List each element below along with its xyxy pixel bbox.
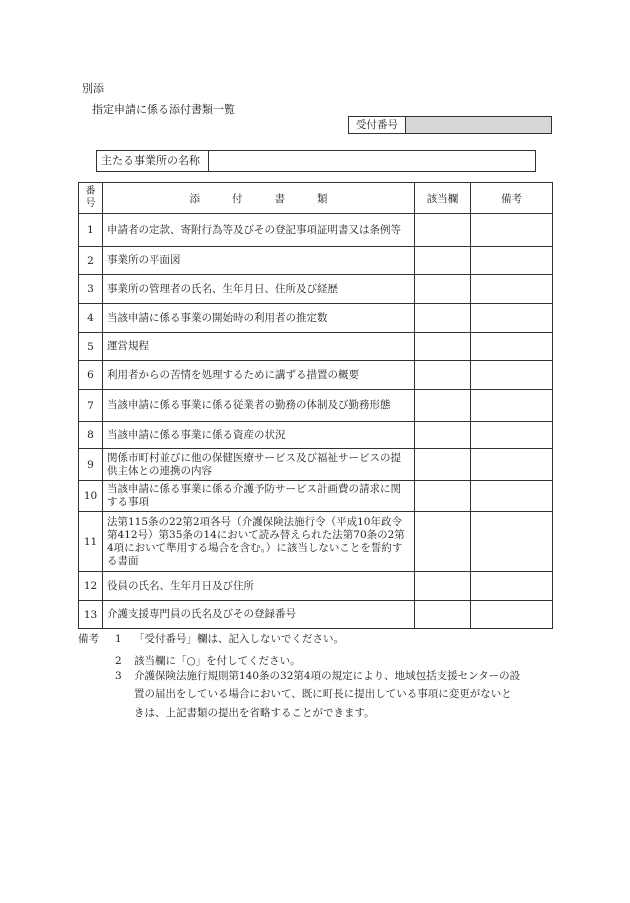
office-name-box xyxy=(96,150,536,172)
row-document: 介護支援専門員の氏名及びその登録番号 xyxy=(103,601,415,629)
row-remarks-cell[interactable] xyxy=(471,304,553,333)
header-remarks: 備考 xyxy=(471,183,553,214)
row-document: 関係市町村並びに他の保健医療サービス及び福祉サービスの提供主体との連携の内容 xyxy=(103,449,415,481)
header-document: 添付書類 xyxy=(103,183,415,214)
table-row xyxy=(79,512,553,572)
row-remarks-cell[interactable] xyxy=(471,333,553,361)
note-item-1 xyxy=(115,631,344,646)
row-number: 10 xyxy=(79,481,103,512)
receipt-number-field[interactable] xyxy=(406,117,551,133)
table-row xyxy=(79,572,553,601)
row-remarks-cell[interactable] xyxy=(471,214,553,247)
row-remarks-cell[interactable] xyxy=(471,512,553,572)
note-text: 該当欄に「○」を付してください。 xyxy=(134,655,301,667)
row-remarks-cell[interactable] xyxy=(471,449,553,481)
note-item-3-continued: きは、上記書類の提出を省略することができます。 xyxy=(134,707,375,719)
table-row xyxy=(79,601,553,629)
row-applicable-cell[interactable] xyxy=(415,304,471,333)
row-document: 事業所の平面図 xyxy=(103,247,415,275)
row-document: 当該申請に係る事業に係る従業者の勤務の体制及び勤務形態 xyxy=(103,390,415,422)
row-remarks-cell[interactable] xyxy=(471,422,553,449)
row-number: 7 xyxy=(79,390,103,422)
table-header-row xyxy=(79,183,553,214)
row-number: 11 xyxy=(79,512,103,572)
row-applicable-cell[interactable] xyxy=(415,275,471,304)
row-document: 申請者の定款、寄附行為等及びその登記事項証明書又は条例等 xyxy=(103,214,415,247)
row-number: 8 xyxy=(79,422,103,449)
row-applicable-cell[interactable] xyxy=(415,390,471,422)
office-name-field[interactable] xyxy=(209,151,535,171)
row-applicable-cell[interactable] xyxy=(415,333,471,361)
note-item-3 xyxy=(115,668,520,683)
row-number: 3 xyxy=(79,275,103,304)
table-row xyxy=(79,449,553,481)
row-remarks-cell[interactable] xyxy=(471,390,553,422)
row-document: 役員の氏名、生年月日及び住所 xyxy=(103,572,415,601)
table-row xyxy=(79,481,553,512)
table-row xyxy=(79,333,553,361)
row-document: 当該申請に係る事業に係る資産の状況 xyxy=(103,422,415,449)
note-number: 1 xyxy=(115,633,122,645)
header-number xyxy=(79,183,103,214)
note-item-3-continued: 置の届出をしている場合において、既に町長に提出している事項に変更がないと xyxy=(134,688,512,700)
row-document: 事業所の管理者の氏名、生年月日、住所及び経歴 xyxy=(103,275,415,304)
row-number: 12 xyxy=(79,572,103,601)
row-applicable-cell[interactable] xyxy=(415,512,471,572)
note-number: 2 xyxy=(115,655,122,667)
appendix-label: 別添 xyxy=(82,82,104,95)
header-number-text: 番号 xyxy=(85,186,96,209)
row-applicable-cell[interactable] xyxy=(415,572,471,601)
row-applicable-cell[interactable] xyxy=(415,422,471,449)
row-remarks-cell[interactable] xyxy=(471,361,553,390)
row-document: 運営規程 xyxy=(103,333,415,361)
row-remarks-cell[interactable] xyxy=(471,601,553,629)
note-item-2 xyxy=(115,653,301,668)
attachments-table xyxy=(78,182,553,629)
row-number: 13 xyxy=(79,601,103,629)
table-row xyxy=(79,304,553,333)
row-applicable-cell[interactable] xyxy=(415,481,471,512)
row-applicable-cell[interactable] xyxy=(415,601,471,629)
table-row xyxy=(79,275,553,304)
row-remarks-cell[interactable] xyxy=(471,247,553,275)
document-title: 指定申請に係る添付書類一覧 xyxy=(92,103,235,116)
table-row xyxy=(79,390,553,422)
row-document: 利用者からの苦情を処理するために講ずる措置の概要 xyxy=(103,361,415,390)
note-text: 「受付番号」欄は、記入しないでください。 xyxy=(134,633,344,645)
table-row xyxy=(79,422,553,449)
table-row xyxy=(79,247,553,275)
row-number: 6 xyxy=(79,361,103,390)
row-remarks-cell[interactable] xyxy=(471,481,553,512)
table-row xyxy=(79,361,553,390)
row-applicable-cell[interactable] xyxy=(415,214,471,247)
row-applicable-cell[interactable] xyxy=(415,361,471,390)
note-text: 介護保険法施行規則第140条の32第4項の規定により、地域包括支援センターの設 xyxy=(134,670,521,682)
row-number: 9 xyxy=(79,449,103,481)
row-number: 4 xyxy=(79,304,103,333)
office-name-label: 主たる事業所の名称 xyxy=(97,151,209,171)
row-applicable-cell[interactable] xyxy=(415,247,471,275)
row-document: 当該申請に係る事業に係る介護予防サービス計画費の請求に関する事項 xyxy=(103,481,415,512)
receipt-number-label: 受付番号 xyxy=(349,117,406,133)
row-number: 2 xyxy=(79,247,103,275)
note-number: 3 xyxy=(115,670,122,682)
row-remarks-cell[interactable] xyxy=(471,572,553,601)
row-number: 1 xyxy=(79,214,103,247)
row-number: 5 xyxy=(79,333,103,361)
row-remarks-cell[interactable] xyxy=(471,275,553,304)
row-document: 法第115条の22第2項各号（介護保険法施行令（平成10年政令第412号）第35条の14において読み替えられた法第70条の2第4項において準用する場合を含む。）に該当しないことを誓約する書面 xyxy=(103,512,415,572)
header-applicable: 該当欄 xyxy=(415,183,471,214)
notes-label: 備考 xyxy=(78,633,99,645)
row-applicable-cell[interactable] xyxy=(415,449,471,481)
table-row xyxy=(79,214,553,247)
row-document: 当該申請に係る事業の開始時の利用者の推定数 xyxy=(103,304,415,333)
receipt-number-box xyxy=(348,116,552,134)
